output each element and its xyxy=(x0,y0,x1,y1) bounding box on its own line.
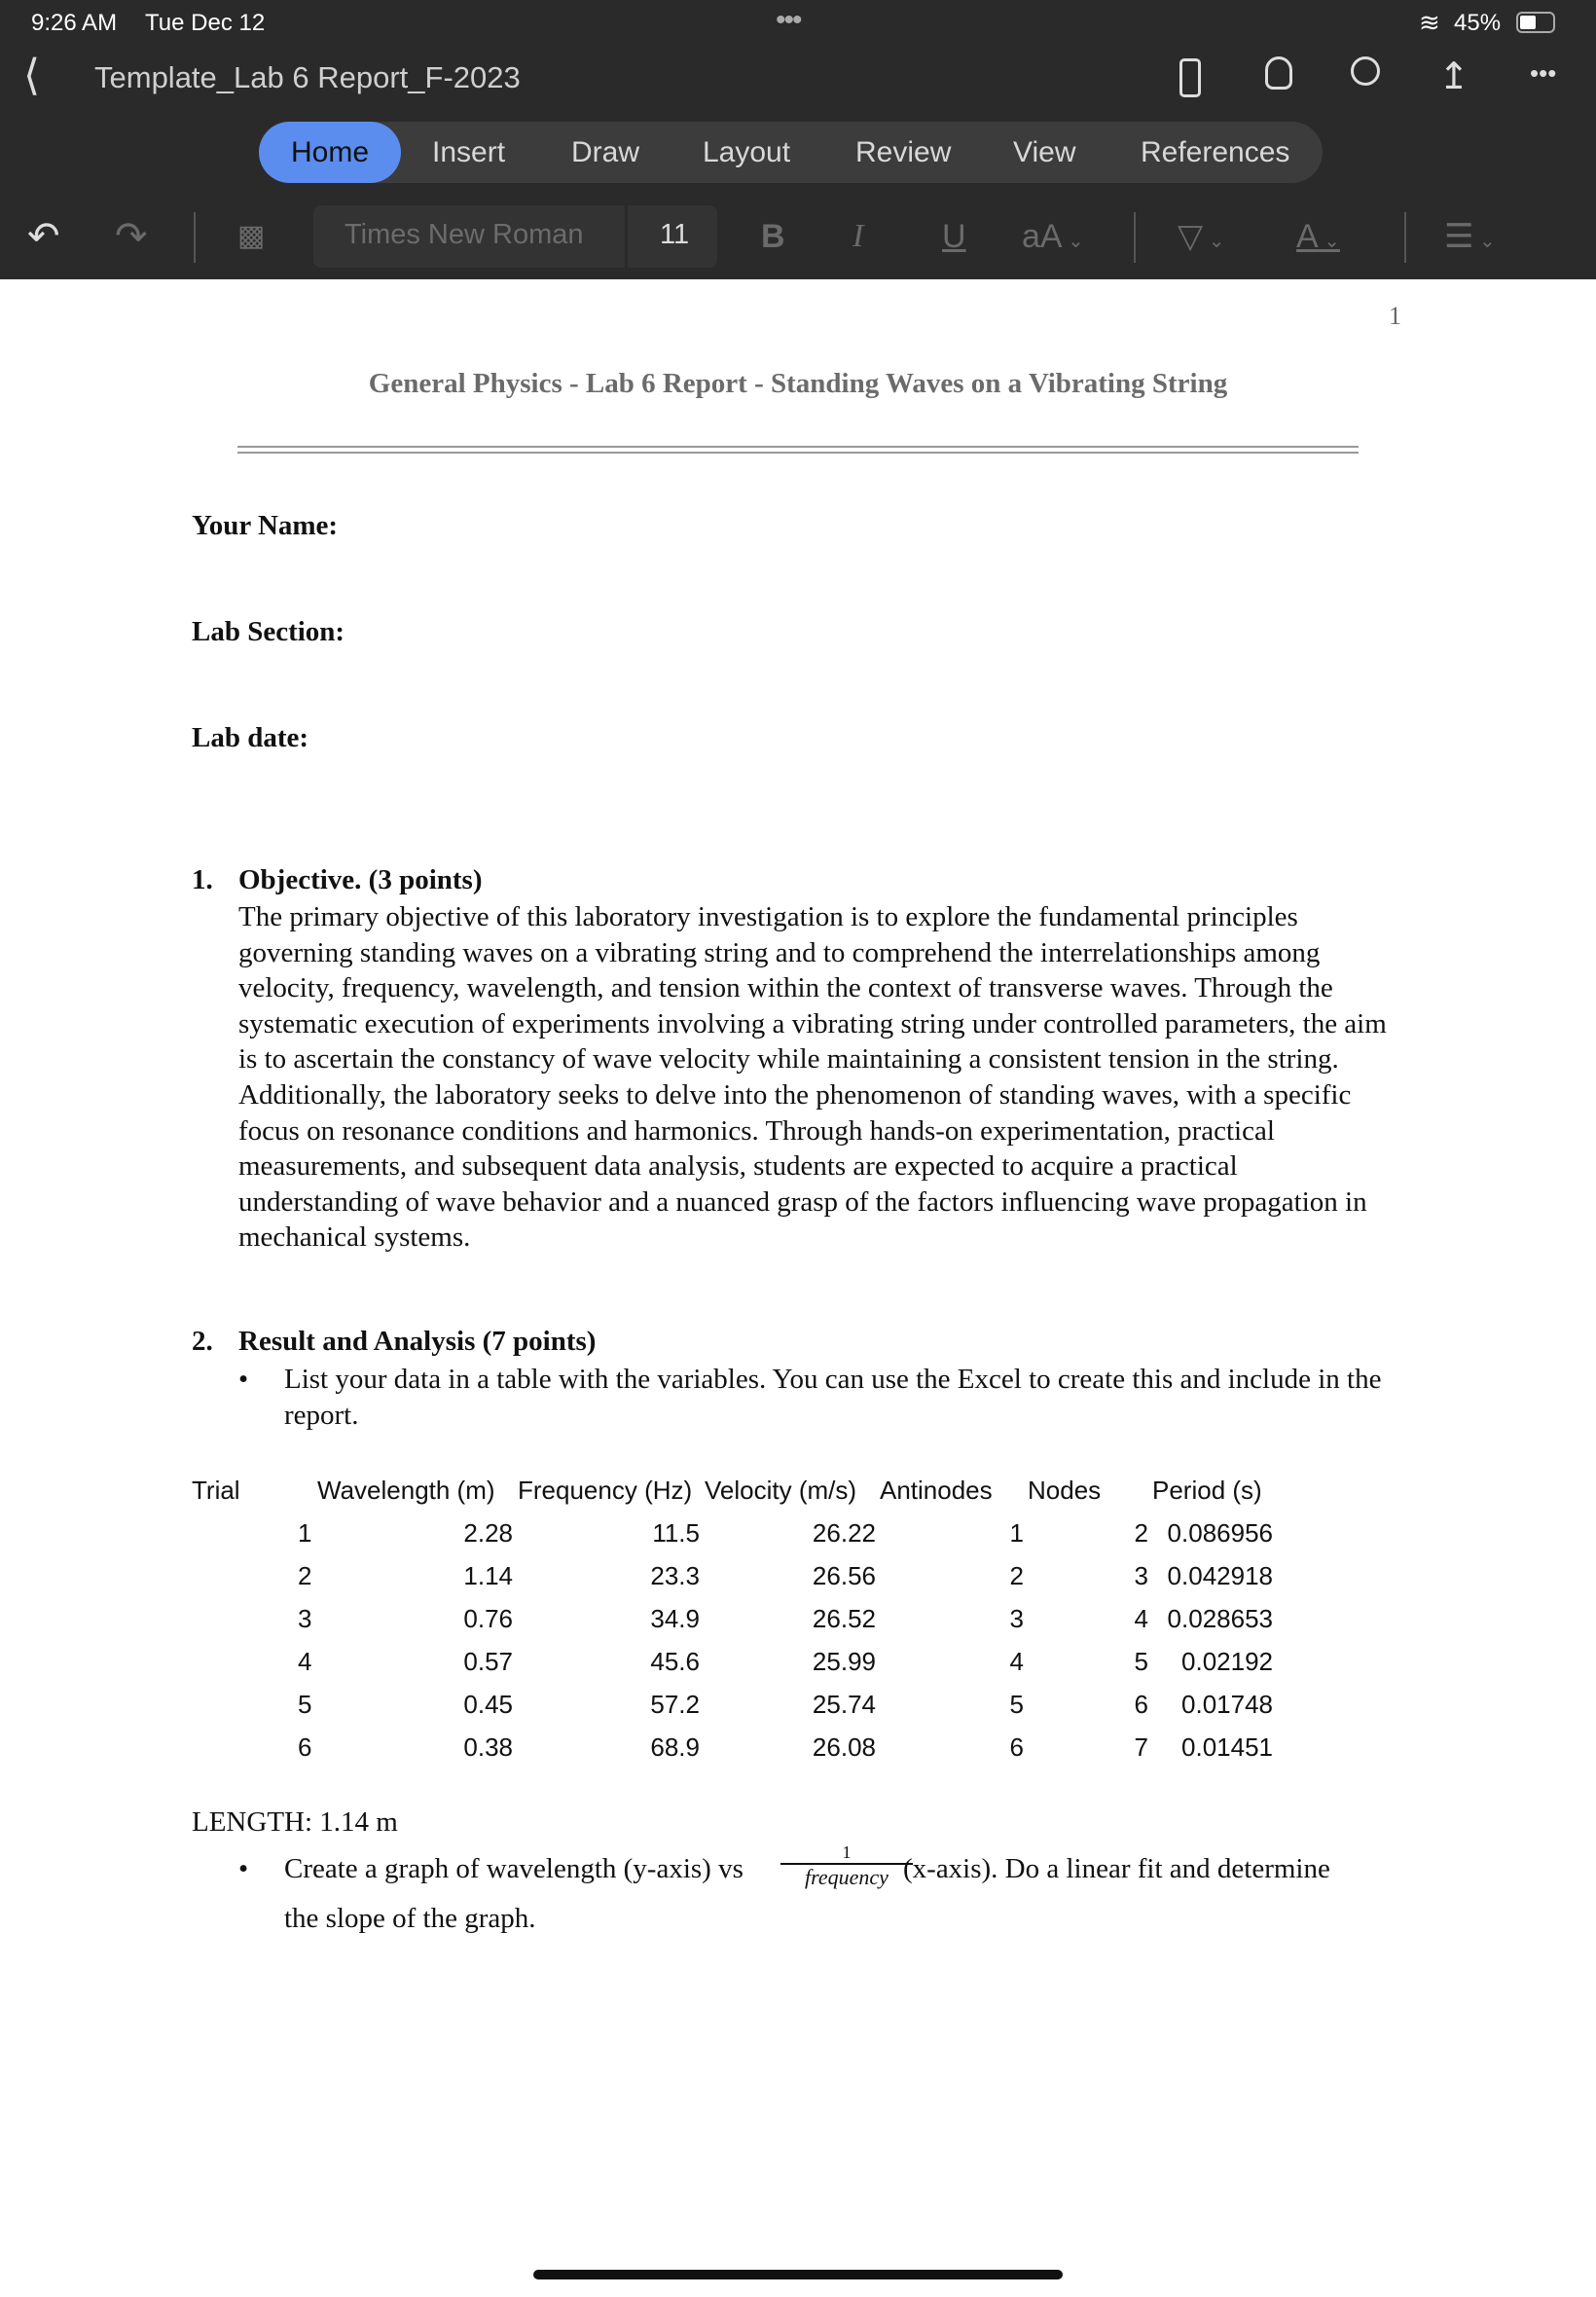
table-cell: 6 xyxy=(1134,1690,1148,1719)
table-header: Velocity (m/s) xyxy=(705,1476,857,1505)
battery-percent: 45% xyxy=(1454,10,1502,36)
table-cell: 2 xyxy=(1134,1518,1148,1548)
top-bar xyxy=(0,0,1596,279)
table-cell: 0.01451 xyxy=(1181,1732,1273,1762)
bold-button[interactable]: B xyxy=(761,218,785,255)
document-title: Template_Lab 6 Report_F-2023 xyxy=(94,60,521,94)
multitask-dots-icon[interactable]: ••• xyxy=(776,4,801,36)
heading-rule xyxy=(237,446,1359,454)
table-cell: 0.57 xyxy=(463,1647,513,1676)
objective-paragraph: The primary objective of this laboratory investigation is to explore the fundamental principles governing standing waves on a vibrating string and to comprehend the interrelationships among velocity, frequency, wavelength, and tension within the context of transverse waves. Through the systematic execution of experiments involving a vibrating string under controlled parameters, the aim is to ascertain the constancy of wave velocity while maintaining a consistent tension in the string. Additionally, the laboratory seeks to delve into the phenomenon of standing waves, with a specific focus on resonance conditions and harmonics. Through hands-on experimentation, practical measurements, and subsequent data analysis, students are expected to acquire a practical understanding of wave behavior and a nuanced grasp of the factors influencing wave propagation in mechanical systems. xyxy=(238,901,1387,1254)
table-header: Nodes xyxy=(1028,1476,1102,1505)
undo-icon[interactable]: ↶ xyxy=(27,215,60,258)
table-cell: 6 xyxy=(1009,1732,1024,1762)
tab-references[interactable]: References xyxy=(1141,136,1290,168)
table-cell: 0.086956 xyxy=(1167,1518,1273,1548)
tab-draw[interactable]: Draw xyxy=(571,136,640,168)
table-cell: 23.3 xyxy=(650,1561,700,1590)
table-cell: 5 xyxy=(1134,1647,1148,1676)
back-icon[interactable]: ⟨ xyxy=(23,52,41,99)
tab-view[interactable]: View xyxy=(1013,136,1076,168)
table-cell: 57.2 xyxy=(650,1690,700,1719)
redo-icon[interactable]: ↷ xyxy=(115,215,148,258)
fraction: 1 frequency xyxy=(780,1841,913,1890)
table-cell: 3 xyxy=(298,1604,312,1633)
table-cell: 68.9 xyxy=(650,1732,700,1762)
font-color-icon[interactable]: A ⌄ xyxy=(1296,218,1341,255)
bullet-list-data: List your data in a table with the variables. You can use the Excel to create this and include in the report. xyxy=(284,1364,1382,1431)
lightbulb-icon[interactable] xyxy=(1265,56,1292,90)
table-cell: 2.28 xyxy=(463,1518,513,1548)
status-date: Tue Dec 12 xyxy=(145,10,266,36)
share-icon[interactable]: ↥ xyxy=(1438,56,1469,97)
graph-instruction-end: (x-axis). Do a linear fit and determine xyxy=(903,1853,1330,1884)
tab-home[interactable]: Home xyxy=(259,122,401,183)
table-cell: 26.08 xyxy=(812,1732,876,1762)
document-heading: General Physics - Lab 6 Report - Standing Waves on a Vibrating String xyxy=(368,368,1228,399)
table-cell: 0.76 xyxy=(463,1604,513,1633)
mobile-view-icon[interactable] xyxy=(1179,58,1201,97)
your-name-label: Your Name: xyxy=(192,510,339,541)
table-cell: 4 xyxy=(298,1647,312,1676)
battery-icon xyxy=(1516,12,1555,33)
table-cell: 0.38 xyxy=(463,1732,513,1762)
length-text: LENGTH: 1.14 m xyxy=(192,1806,398,1838)
table-cell: 1.14 xyxy=(463,1561,513,1590)
tab-layout[interactable]: Layout xyxy=(703,136,791,168)
wifi-icon: ≋ xyxy=(1419,8,1440,37)
graph-instruction-start: Create a graph of wavelength (y-axis) vs xyxy=(284,1853,744,1884)
table-header: Period (s) xyxy=(1152,1476,1262,1505)
table-cell: 1 xyxy=(1009,1518,1024,1548)
section2-title: Result and Analysis (7 points) xyxy=(238,1326,597,1357)
bullet-list-icon[interactable]: ☰ ⌄ xyxy=(1444,218,1496,255)
table-cell: 26.22 xyxy=(812,1518,876,1548)
page-number: 1 xyxy=(1389,302,1401,330)
underline-button[interactable]: U xyxy=(942,218,966,255)
font-name-field[interactable] xyxy=(313,205,625,268)
ribbon-tabs xyxy=(259,122,1323,183)
bullet-icon: • xyxy=(238,1364,249,1395)
table-cell: 26.52 xyxy=(812,1604,876,1633)
tab-review[interactable]: Review xyxy=(855,136,952,168)
table-cell: 45.6 xyxy=(650,1647,700,1676)
font-size-value: 11 xyxy=(660,219,690,250)
table-cell: 2 xyxy=(298,1561,312,1590)
table-cell: 34.9 xyxy=(650,1604,700,1633)
section1-number: 1. xyxy=(192,864,213,895)
font-size-field[interactable] xyxy=(628,205,717,268)
table-cell: 4 xyxy=(1009,1647,1024,1676)
table-cell: 0.45 xyxy=(463,1690,513,1719)
font-size-menu-button[interactable]: aA ⌄ xyxy=(1022,218,1084,255)
bullet-icon: • xyxy=(238,1853,249,1884)
table-header: Frequency (Hz) xyxy=(518,1476,693,1505)
table-cell: 1 xyxy=(298,1518,312,1548)
table-cell: 25.74 xyxy=(812,1690,876,1719)
more-icon[interactable]: ••• xyxy=(1530,58,1557,88)
table-header: Wavelength (m) xyxy=(317,1476,495,1505)
search-icon[interactable] xyxy=(1351,56,1380,86)
table-cell: 2 xyxy=(1009,1561,1024,1590)
table-cell: 7 xyxy=(1134,1732,1148,1762)
table-cell: 3 xyxy=(1009,1604,1024,1633)
table-header: Trial xyxy=(192,1476,240,1505)
table-cell: 0.01748 xyxy=(1181,1690,1273,1719)
table-cell: 3 xyxy=(1134,1561,1148,1590)
table-header: Antinodes xyxy=(880,1476,993,1505)
table-cell: 0.042918 xyxy=(1167,1561,1273,1590)
status-time: 9:26 AM xyxy=(31,10,118,36)
graph-instruction-line2: the slope of the graph. xyxy=(284,1903,536,1934)
table-cell: 0.02192 xyxy=(1181,1647,1273,1676)
table-cell: 11.5 xyxy=(652,1518,700,1548)
highlight-icon[interactable]: ▽ ⌄ xyxy=(1178,218,1225,255)
section1-title: Objective. (3 points) xyxy=(238,864,483,895)
lab-section-label: Lab Section: xyxy=(192,616,345,647)
table-cell: 6 xyxy=(298,1732,312,1762)
table-cell: 26.56 xyxy=(812,1561,876,1590)
home-indicator[interactable] xyxy=(533,2270,1063,2279)
table-cell: 4 xyxy=(1134,1604,1148,1633)
section2-number: 2. xyxy=(192,1326,213,1357)
font-name-value: Times New Roman xyxy=(345,219,584,250)
table-cell: 25.99 xyxy=(812,1647,876,1676)
table-cell: 5 xyxy=(298,1690,312,1719)
table-cell: 0.028653 xyxy=(1167,1604,1273,1633)
lab-date-label: Lab date: xyxy=(192,722,309,753)
format-painter-icon[interactable]: ▩ xyxy=(237,220,266,252)
font-size-menu-label: aA xyxy=(1022,218,1063,255)
italic-button[interactable]: I xyxy=(852,218,864,254)
table-cell: 5 xyxy=(1009,1690,1024,1719)
tab-insert[interactable]: Insert xyxy=(432,136,506,168)
